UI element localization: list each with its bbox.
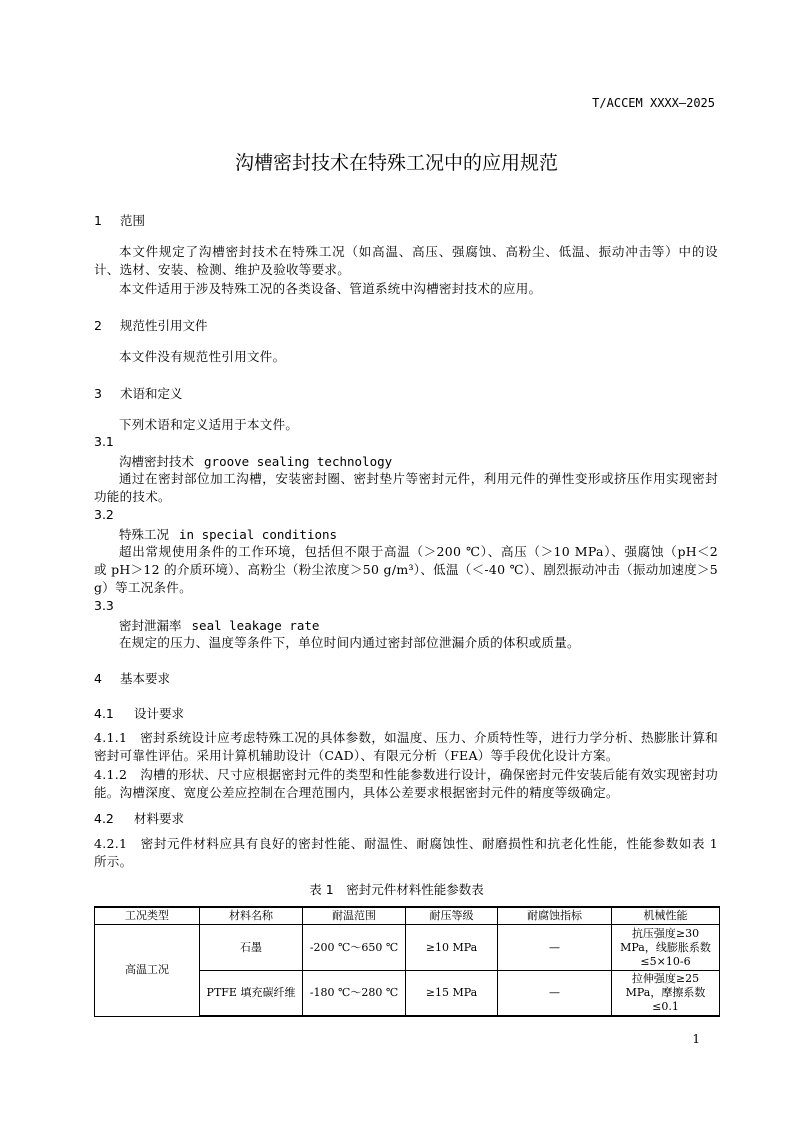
term-number: 3.3 (94, 598, 114, 613)
doc-code: T/ACCEM XXXX—2025 (592, 96, 715, 110)
section-title: 规范性引用文件 (119, 318, 208, 333)
subsection-number: 4.2 (94, 811, 114, 826)
subsection-number: 4.1 (94, 706, 114, 721)
section-number: 2 (94, 318, 102, 333)
material-table (94, 906, 720, 1017)
clause-paragraph: 4.2.1 密封元件材料应具有良好的密封性能、耐温性、耐腐蚀性、耐磨损性和抗老化性能，性能参数如表 1 所示。 (94, 836, 718, 869)
term-cn: 密封泄漏率 (119, 618, 182, 633)
paragraph: 本文件规定了沟槽密封技术在特殊工况（如高温、高压、强腐蚀、高粉尘、低温、振动冲击等）中的设计、选材、安装、检测、维护及验收等要求。 (94, 244, 718, 277)
term-en: in special conditions (179, 527, 338, 542)
clause-paragraph: 4.1.2 沟槽的形状、尺寸应根据密封元件的类型和性能参数进行设计，确保密封元件安装后能有效实现密封功能。沟槽深度、宽度公差应控制在合理范围内，具体公差要求根据密封元件的精度等级确定。 (94, 767, 718, 800)
table-header: 工况类型 (95, 907, 200, 925)
table-header: 耐压等级 (406, 907, 498, 925)
section-number: 3 (94, 386, 102, 401)
section-title: 范围 (119, 213, 145, 228)
table-cell: -200 ℃～650 ℃ (303, 925, 406, 971)
section-1-heading (94, 211, 145, 229)
table-cell: ≥10 MPa (406, 925, 498, 971)
table-cell: 拉伸强度≥25 MPa，摩擦系数≤0.1 (612, 971, 720, 1017)
paragraph: 本文件没有规范性引用文件。 (119, 349, 286, 364)
term-cn: 特殊工况 (119, 527, 170, 542)
table-cell: ≥15 MPa (406, 971, 498, 1017)
table-cell: 石墨 (200, 925, 303, 971)
term-heading (119, 452, 392, 470)
section-title: 基本要求 (119, 671, 170, 686)
term-heading (119, 525, 337, 543)
table-cell: — (498, 925, 612, 971)
table-cell: — (498, 971, 612, 1017)
clause-paragraph: 4.1.1 密封系统设计应考虑特殊工况的具体参数，如温度、压力、介质特性等，进行力学分析、热膨胀计算和密封可靠性评估。采用计算机辅助设计（CAD）、有限元分析（FEA）等手段优化设计方案。 (94, 730, 718, 763)
table-header: 耐腐蚀指标 (498, 907, 612, 925)
table-cell: PTFE 填充碳纤维 (200, 971, 303, 1017)
term-number: 3.1 (94, 434, 114, 449)
page-title: 沟槽密封技术在特殊工况中的应用规范 (234, 152, 558, 174)
table-header: 耐温范围 (303, 907, 406, 925)
section-3-heading (94, 384, 183, 402)
subsection-4-1-heading (94, 704, 184, 722)
section-title: 术语和定义 (119, 386, 183, 401)
term-cn: 沟槽密封技术 (119, 454, 195, 469)
subsection-title: 设计要求 (133, 706, 184, 721)
term-en: groove sealing technology (204, 454, 393, 469)
table-header: 材料名称 (200, 907, 303, 925)
paragraph: 下列术语和定义适用于本文件。 (119, 417, 299, 432)
table-header-row (95, 907, 720, 925)
subsection-title: 材料要求 (133, 811, 184, 826)
table-row (95, 925, 720, 971)
table-cell: -180 ℃～280 ℃ (303, 971, 406, 1017)
paragraph: 本文件适用于涉及特殊工况的各类设备、管道系统中沟槽密封技术的应用。 (119, 281, 542, 296)
table-caption: 表 1 密封元件材料性能参数表 (309, 882, 484, 897)
term-number: 3.2 (94, 507, 114, 522)
term-heading (119, 616, 319, 634)
section-4-heading (94, 669, 170, 687)
term-definition: 在规定的压力、温度等条件下，单位时间内通过密封部位泄漏介质的体积或质量。 (119, 635, 580, 650)
section-number: 4 (94, 671, 102, 686)
page-number: 1 (692, 1032, 700, 1046)
subsection-4-2-heading (94, 809, 184, 827)
table-cell-condition: 高温工况 (95, 925, 200, 1017)
term-en: seal leakage rate (191, 618, 320, 633)
term-definition: 超出常规使用条件的工作环境，包括但不限于高温（＞200 ℃）、高压（＞10 MPa）、强腐蚀（pH＜2 或 pH＞12 的介质环境）、高粉尘（粉尘浓度＞50 g/m³）、低温（＜-40 ℃）、剧烈振动冲击（振动加速度＞5 g）等工况条件。 (94, 544, 718, 595)
term-definition: 通过在密封部位加工沟槽，安装密封圈、密封垫片等密封元件，利用元件的弹性变形或挤压作用实现密封功能的技术。 (94, 471, 718, 504)
section-number: 1 (94, 213, 102, 228)
section-2-heading (94, 316, 208, 334)
table-header: 机械性能 (612, 907, 720, 925)
table-cell: 抗压强度≥30 MPa，线膨胀系数≤5×10-6 (612, 925, 720, 971)
